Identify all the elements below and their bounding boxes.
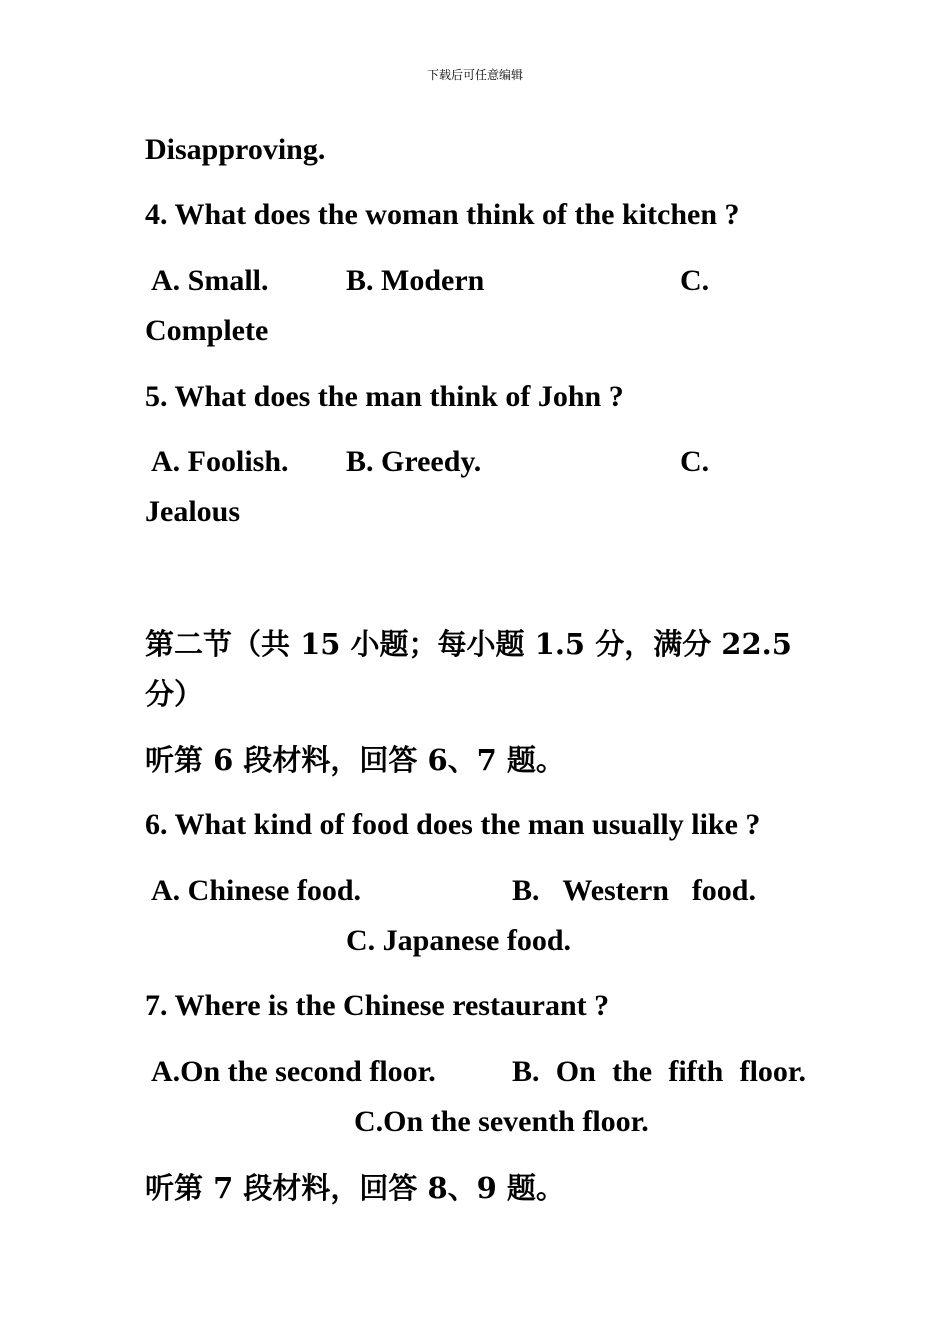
q7-option-b-word: the xyxy=(612,1055,653,1088)
q7-option-b-word: B. xyxy=(512,1055,540,1088)
passage-6-instruction: 听第 6 段材料，回答 6、7 题。 xyxy=(145,743,565,777)
q6-option-c: C. Japanese food. xyxy=(346,924,572,957)
q7-option-a: A.On the second floor. xyxy=(151,1055,436,1088)
q5-option-a: A. Foolish. xyxy=(151,445,289,478)
q4-option-b: B. Modern xyxy=(346,264,485,297)
q7-option-b xyxy=(512,1054,806,1090)
q6-option-b-word: food. xyxy=(691,874,756,907)
q7-option-c: C.On the seventh floor. xyxy=(354,1105,649,1138)
passage-7-instruction: 听第 7 段材料，回答 8、9 题。 xyxy=(145,1171,565,1205)
question-6: 6. What kind of food does the man usually like ? xyxy=(145,808,761,841)
question-7: 7. Where is the Chinese restaurant ? xyxy=(145,989,610,1022)
section-2-heading-continuation: 分） xyxy=(145,677,204,711)
q4-option-c-continuation: Complete xyxy=(145,314,269,347)
q6-option-b xyxy=(512,873,756,909)
q5-option-c-continuation: Jealous xyxy=(145,495,241,528)
page-header: 下载后可任意编辑 xyxy=(426,68,523,82)
section-2-heading: 第二节（共 15 小题；每小题 1.5 分，满分 22.5 xyxy=(145,627,792,661)
q6-option-b-word: Western xyxy=(562,874,669,907)
q5-option-c: C. xyxy=(680,445,710,478)
q6-option-a: A. Chinese food. xyxy=(151,874,362,907)
question-5: 5. What does the man think of John ? xyxy=(145,380,624,413)
q4-option-c: C. xyxy=(680,264,710,297)
question-4: 4. What does the woman think of the kitchen ? xyxy=(145,198,740,231)
q5-option-b: B. Greedy. xyxy=(346,445,482,478)
q6-option-b-word: B. xyxy=(512,874,540,907)
option-text-continuation: Disapproving. xyxy=(145,133,326,166)
q7-option-b-word: floor. xyxy=(739,1055,806,1088)
q4-option-a: A. Small. xyxy=(151,264,269,297)
q7-option-b-word: fifth xyxy=(668,1055,724,1088)
q7-option-b-word: On xyxy=(555,1055,596,1088)
